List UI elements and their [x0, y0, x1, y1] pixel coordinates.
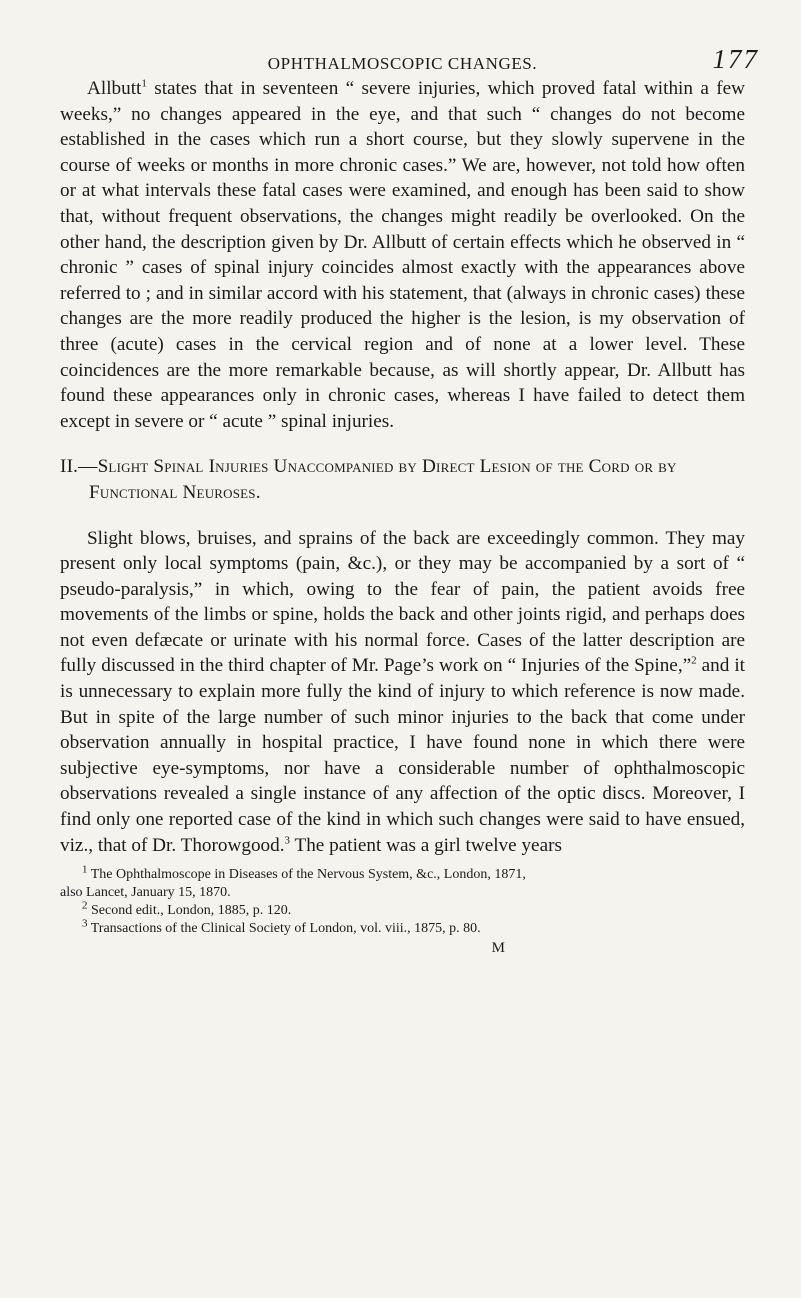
paragraph-1-text: states that in seventeen “ severe injuries, which proved fatal within a few weeks,” no changes appeared in the eye, and that such “ changes do not become established in the cases which run a short course, but they slowly supervene in the course of weeks or months in more chronic cases.” We are, however, not told how often or at what intervals these fatal cases were examined, and enough has been said to show that, without frequent observations, the changes might readily be overlooked. On the other hand, the description given by Dr. Allbutt of certain effects which he observed in “ chronic ” cases of spinal injury coincides almost exactly with the appearances above referred to ; and in similar accord with his statement, that (always in chronic cases) these changes are the more readily produced the higher is the lesion, is my observation of three (acute) cases in the cervical region and of none at a lower level. These coincidences are the more remarkable because, as will shortly appear, Dr. Allbutt has found these appearances only in chronic cases, whereas I have failed to detect them except in severe or “ acute ” spinal injuries. — [60, 78, 745, 432]
footnote-text: also Lancet, January 15, 1870. — [60, 885, 231, 901]
footnote-ref-2: 2 — [691, 655, 697, 668]
footnote-ref-1: 1 — [141, 77, 147, 90]
running-title: OPHTHALMOSCOPIC CHANGES. — [267, 54, 538, 73]
paragraph-2 — [60, 526, 745, 859]
footnote-ref-3: 3 — [284, 834, 291, 847]
footnote-text: Transactions of the Clinical Society of London, vol. viii., 1875, p. 80. — [87, 921, 481, 937]
footnote-mark: 2 — [82, 899, 88, 912]
footnote-1-continued — [60, 884, 745, 902]
book-page — [60, 40, 759, 957]
paragraph-1 — [60, 76, 745, 434]
footnote-1 — [60, 863, 745, 884]
body-text — [60, 76, 745, 858]
paragraph-2-text-a: Slight blows, bruises, and sprains of the back are exceedingly common. They may present only local symptoms (pain, &c.), or they may be accompanied by a sort of “ pseudo-paralysis,” in which, owing to the fear of pain, the patient avoids free movements of the limbs or spine, holds the back and other joints rigid, and perhaps does not even defæcate or urinate with his normal force. Cases of the latter description are fully discussed in the third chapter of Mr. Page’s work on “ Injuries of the Spine,” — [60, 527, 745, 677]
footnote-3 — [60, 917, 745, 938]
signature-mark: M — [491, 940, 505, 957]
section-heading: II.—Slight Spinal Injuries Unaccompanied by Direct Lesion of the Cord or by Functional Neuroses. — [60, 456, 677, 503]
paragraph-2-text-c: The patient was a girl twelve years — [290, 834, 562, 856]
footnote-mark: 1 — [82, 863, 88, 876]
paragraph-2-text-b: and it is unnecessary to explain more fully the kind of injury to which reference is now made. But in spite of the large number of such minor injuries to the back that come under observation annually in hospital practice, I have found none in which there were subjective eye-symptoms, nor have a considerable number of ophthalmoscopic observations revealed a single instance of any affection of the optic discs. Moreover, I find only one reported case of the kind in which such changes were said to have ensued, viz., that of Dr. Thorowgood. — [60, 655, 745, 856]
page-number: 177 — [712, 44, 759, 74]
footnotes — [60, 863, 745, 938]
running-head — [60, 40, 759, 76]
footnote-text: Second edit., London, 1885, p. 120. — [87, 903, 292, 919]
paragraph-1-lead: Allbutt — [87, 78, 142, 99]
footnote-2 — [60, 899, 745, 920]
footnote-text: The Ophthalmoscope in Diseases of the Nervous System, &c., London, 1871, — [87, 867, 526, 883]
footnote-mark: 3 — [82, 917, 88, 930]
